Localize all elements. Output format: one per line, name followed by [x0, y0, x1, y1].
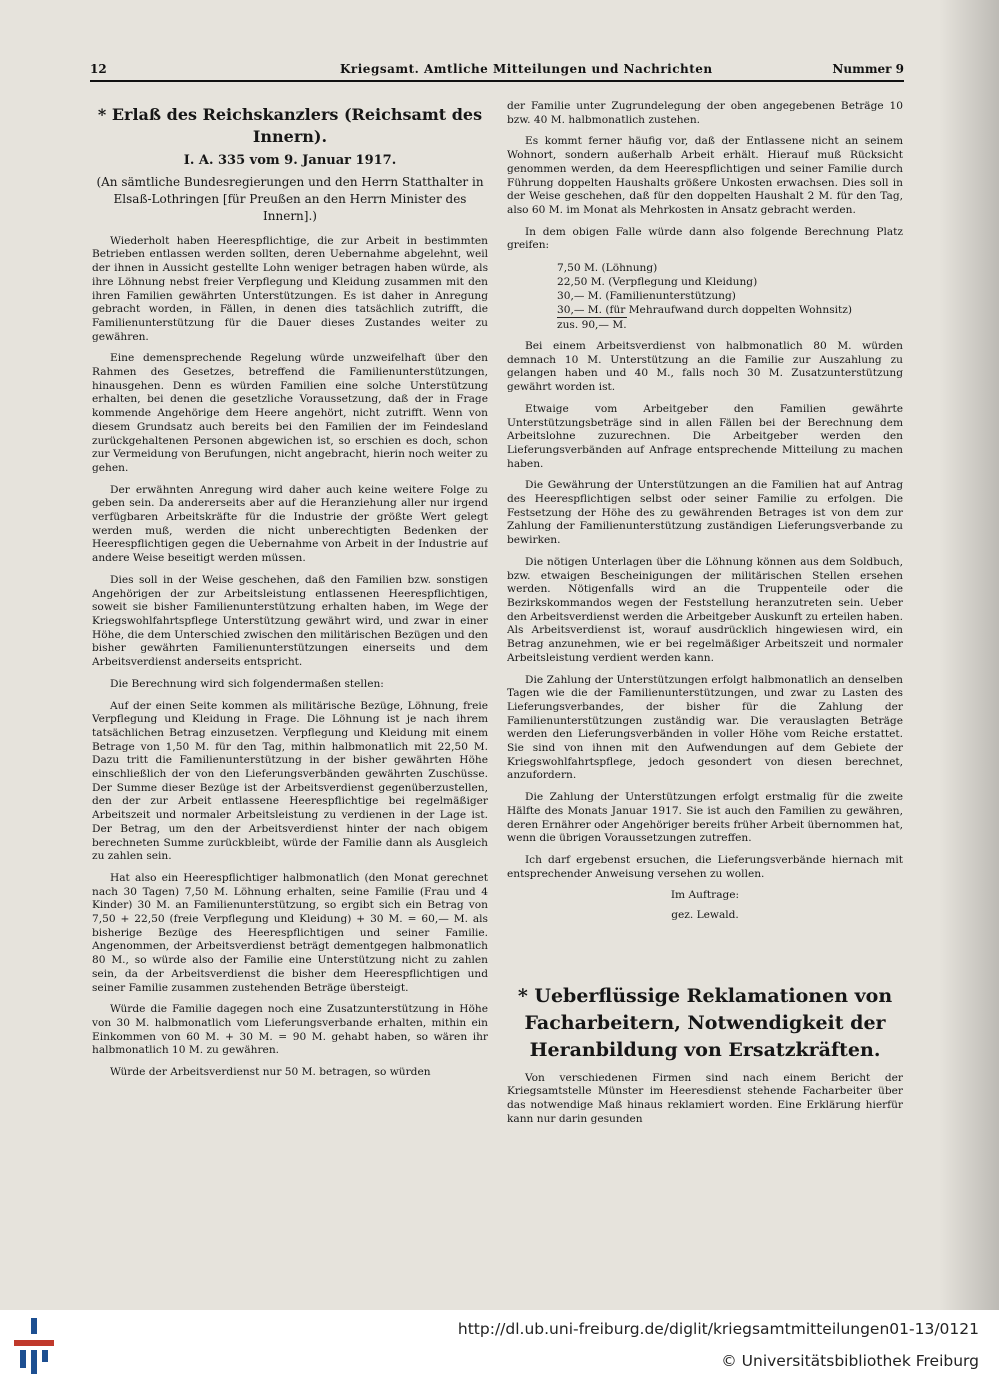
- copyright-notice: © Universitätsbibliothek Freiburg: [721, 1352, 979, 1370]
- source-url-link[interactable]: http://dl.ub.uni-freiburg.de/diglit/kriegsamtmitteilungen01-13/0121: [457, 1320, 979, 1338]
- paragraph: Wiederholt haben Heerespflichtige, die zur Arbeit in bestimmten Betrieben entlassen werden sollten, deren Uebernahme abgelehnt, weil der ihnen in Aussicht gestellte Lohn weniger betragen haben würde, als ihre Löhnung nebst freier Verpflegung und Kleidung zusammen mit den ihren Familien gewährten Unterstützungen. Es ist daher in Anregung gebracht worden, in Fällen, in denen dies tatsächlich zutrifft, die Familienunterstützung für die Dauer dieses Zustandes weiter zu gewähren.: [92, 234, 488, 343]
- right-column: [507, 100, 903, 1190]
- paragraph: Die Zahlung der Unterstützungen erfolgt halbmonatlich an denselben Tagen wie die der Familienunterstützungen, und zwar zu Lasten des Lieferungsverbandes, der bisher für die Zahlung der Familienunterstützungen zuständig war. Die verauslagten Beträge werden den Lieferungsverbänden in voller Höhe vom Reiche erstattet. Sie sind von ihnen mit den Aufwendungen auf dem Gebiete der Kriegswohlfahrtspflege, jedoch gesondert von diesen berechnet, anzufordern.: [507, 673, 903, 782]
- paragraph: In dem obigen Falle würde dann also folgende Berechnung Platz greifen:: [507, 225, 903, 252]
- left-column: [92, 100, 488, 1170]
- paragraph: Der erwähnten Anregung wird daher auch keine weitere Folge zu geben sein. Da andererseits aber auf die Heranziehung aller nur irgend verfügbaren Arbeitskräfte für die Industrie der größte Wert gelegt werden muß, werden die nicht unberechtigten Bedenken der Heerespflichtigen gegen die Uebernahme von Arbeit in der Industrie auf andere Weise beseitigt werden müssen.: [92, 483, 488, 565]
- paragraph: Dies soll in der Weise geschehen, daß den Familien bzw. sonstigen Angehörigen der zur Arbeitsleistung entlassenen Heerespflichtigen, soweit sie bisher Familienunterstützung erhalten haben, im Wege der Kriegswohlfahrtspflege Unterstützung gewährt wird, und zwar in einer Höhe, die dem Unterschied zwischen den militärischen Bezügen und den bisher gewährten Familienunterstützungen einerseits und dem Arbeitsverdienst anderseits entspricht.: [92, 573, 488, 669]
- calculation-line: 30,— M. (für Mehraufwand durch doppelten Wohnsitz): [557, 304, 852, 317]
- signature-name: gez. Lewald.: [671, 909, 739, 922]
- paragraph: Die Berechnung wird sich folgendermaßen stellen:: [110, 677, 384, 690]
- page-number: 12: [90, 62, 107, 76]
- running-head: [90, 58, 904, 82]
- decree-addressees: (An sämtliche Bundesregierungen und den Herrn Statthalter in Elsaß-Lothringen [für Preußen an den Herrn Minister des Innern].): [96, 174, 484, 223]
- calculation-line: 7,50 M. (Löhnung): [557, 262, 658, 275]
- issue-number: Nummer 9: [832, 62, 904, 76]
- calculation-sum: zus. 90,— M.: [557, 319, 627, 332]
- paragraph: der Familie unter Zugrundelegung der oben angegebenen Beträge 10 bzw. 40 M. halbmonatlich zustehen.: [507, 100, 903, 126]
- signature-label: Im Auftrage:: [670, 889, 740, 902]
- paragraph: Würde die Familie dagegen noch eine Zusatzunterstützung in Höhe von 30 M. halbmonatlich vom Lieferungsverbande erhalten, mithin ein Einkommen von 60 M. + 30 M. = 90 M. gehabt haben, so wären ihr halbmonatlich 10 M. zu gewähren.: [92, 1003, 488, 1057]
- paragraph: Die Gewährung der Unterstützungen an die Familien hat auf Antrag des Heerespflichtigen selbst oder seiner Familie zu erfolgen. Die Festsetzung der Höhe des zu gewährenden Betrages ist von dem zur Zahlung der Familienunterstützung zuständigen Lieferungsverbande zu bewirken.: [507, 479, 903, 547]
- paragraph: Die nötigen Unterlagen über die Löhnung können aus dem Soldbuch, bzw. etwaigen Bescheinigungen der militärischen Stellen ersehen werden. Nötigenfalls wird an die Truppenteile oder die Bezirkskommandos wegen der Feststellung heranzutreten sein. Ueber den Arbeitsverdienst werden die Arbeitgeber Auskunft zu erteilen haben. Als Arbeitsverdienst ist, worauf ausdrücklich hingewiesen wird, ein Betrag anzunehmen, wie er bei regelmäßiger Arbeitszeit und normaler Arbeitsleistung verdient werden kann.: [507, 555, 903, 664]
- paragraph: Ich darf ergebenst ersuchen, die Lieferungsverbände hiernach mit entsprechender Anweisung versehen zu wollen.: [507, 853, 903, 880]
- paragraph: Würde der Arbeitsverdienst nur 50 M. betragen, so würden: [110, 1066, 431, 1079]
- paragraph: Eine demensprechende Regelung würde unzweifelhaft über den Rahmen des Gesetzes, betreffend die Familienunterstützungen, hinausgehen. Denn es würden Familien eine solche Unterstützung erhalten, bei denen die gesetzliche Voraussetzung, daß der in Frage kommende Angehörige dem Heere angehört, nicht zutrifft. Wenn von diesem Grundsatz auch bereits bei den Familien der im Feindesland zurückgehaltenen Personen abgewichen ist, so erschien es doch, schon zur Vermeidung von Berufungen, nicht angebracht, hierin noch weiter zu gehen.: [92, 352, 488, 474]
- journal-title: Kriegsamt. Amtliche Mitteilungen und Nachrichten: [340, 62, 713, 76]
- paragraph: Die Zahlung der Unterstützungen erfolgt erstmalig für die zweite Hälfte des Monats Januar 1917. Sie ist auch den Familien zu gewähren, deren Ernährer oder Angehöriger bereits früher Arbeit übernommen hat, wenn die übrigen Voraussetzungen zutreffen.: [507, 791, 903, 845]
- paragraph: Von verschiedenen Firmen sind nach einem Bericht der Kriegsamtstelle Münster im Heeresdienst stehende Facharbeiter über das notwendige Maß hinaus reklamiert worden. Eine Erklärung hierfür kann nur darin gesunden: [507, 1071, 903, 1125]
- calculation-line: 30,— M. (Familienunterstützung): [557, 290, 736, 303]
- footer-bar: [0, 1310, 999, 1381]
- decree-reference: I. A. 335 vom 9. Januar 1917.: [183, 153, 397, 168]
- calculation-line: 22,50 M. (Verpflegung und Kleidung): [557, 276, 758, 289]
- decree-title: * Erlaß des Reichskanzlers (Reichsamt des Innern).: [97, 105, 483, 146]
- paragraph: Etwaige vom Arbeitgeber den Familien gewährte Unterstützungsbeträge sind in allen Fällen bei der Berechnung dem Arbeitslohne zuzurechnen. Die Arbeitgeber werden den Lieferungsverbänden auf Anfrage entsprechende Mitteilung zu machen haben.: [507, 402, 903, 470]
- paragraph: Es kommt ferner häufig vor, daß der Entlassene nicht an seinem Wohnort, sondern außerhalb Arbeit erhält. Hierauf muß Rücksicht genommen werden, da dem Heerespflichtigen und seiner Familie durch Führung doppelten Haushalts größere Unkosten erwachsen. Dies soll in der Weise geschehen, daß für den doppelten Haushalt 2 M. für den Tag, also 60 M. im Monat als Mehrkosten in Ansatz gebracht werden.: [507, 135, 903, 216]
- paragraph: Auf der einen Seite kommen als militärische Bezüge, Löhnung, freie Verpflegung und Kleidung in Frage. Die Löhnung ist je nach ihrem tatsächlichen Betrag einzusetzen. Verpflegung und Kleidung mit einem Betrage von 1,50 M. für den Tag, mithin halbmonatlich mit 22,50 M. Dazu tritt die Familienunterstützung in der bisher gewährten Höhe einschließlich der von den Lieferungsverbänden gewährten Zuschüsse. Der Summe dieser Bezüge ist der Arbeitsverdienst gegenüberzustellen, den der zur Arbeit entlassene Heerespflichtige bei regelmäßiger Arbeitszeit und normaler Arbeitsleistung zu verdienen in der Lage ist. Der Betrag, um den der Arbeitsverdienst hinter der nach obigem berechneten Summe zurückbleibt, würde der Familie dann als Ausgleich zu zahlen sein.: [92, 699, 488, 863]
- paragraph: Bei einem Arbeitsverdienst von halbmonatlich 80 M. würden demnach 10 M. Unterstützung an die Familie zur Auszahlung zu gelangen haben und 40 M., falls noch 30 M. Zusatzunterstützung gewährt worden ist.: [507, 340, 903, 394]
- calculation-table: [557, 261, 903, 332]
- article-title: * Ueberflüssige Reklamationen von Facharbeitern, Notwendigkeit der Heranbildung von Ersatzkräften.: [517, 984, 893, 1061]
- ub-freiburg-logo-icon[interactable]: [14, 1318, 54, 1374]
- paragraph: Hat also ein Heerespflichtiger halbmonatlich (den Monat gerechnet nach 30 Tagen) 7,50 M. Löhnung erhalten, seine Familie (Frau und 4 Kinder) 30 M. an Familienunterstützung, so ergibt sich ein Betrag von 7,50 + 22,50 (freie Verpflegung und Kleidung) + 30 M. = 60,— M. als bisherige Bezüge des Heerespflichtigen und seiner Familie. Angenommen, der Arbeitsverdienst beträgt dementgegen halbmonatlich 80 M., so würde also der Familie eine Unterstützung nicht zu zahlen sein, da der Arbeitsverdienst die bisher dem Heerespflichtigen und seiner Familie zusammen zustehenden Beträge übersteigt.: [92, 871, 488, 994]
